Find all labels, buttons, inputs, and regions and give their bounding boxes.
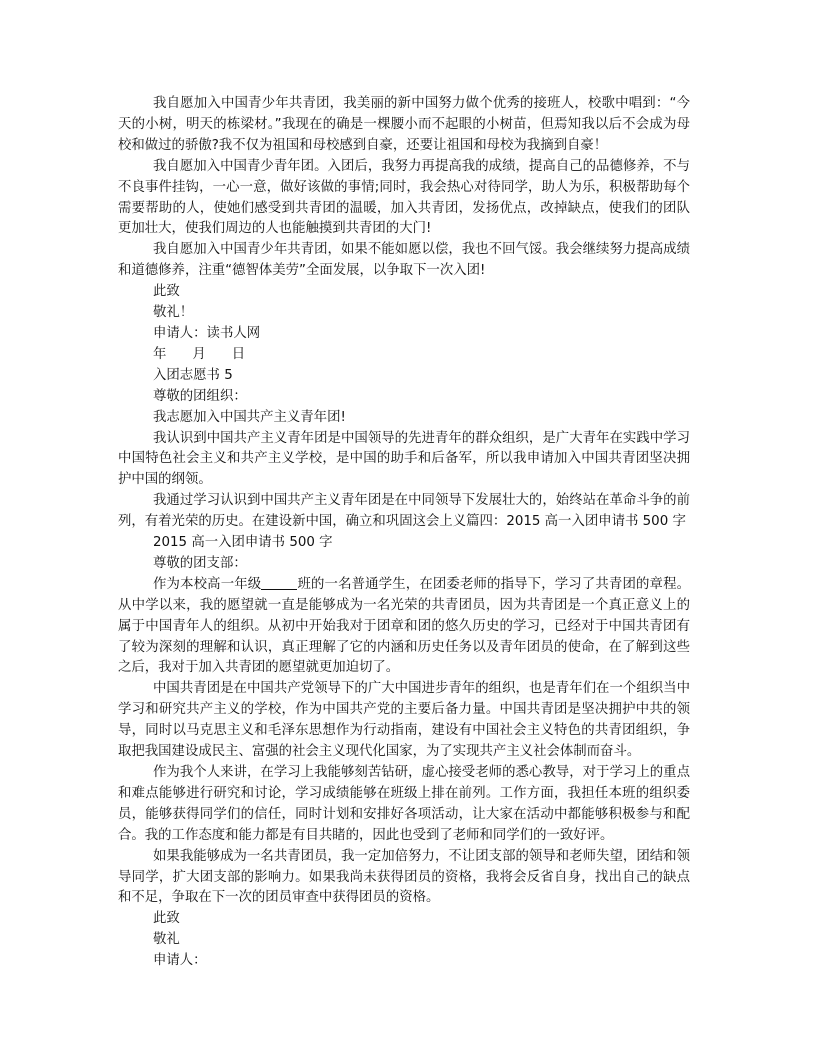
paragraph-5b: 我通过学习认识到中国共产主义青年团是在中同领导下发展壮大的，始终站在革命斗争的前列，有着光荣的历史。在建设新中国，确立和巩固这会上义篇四：2015 高一入团申请书 500 字: [118, 493, 690, 530]
closing-1: 此致: [153, 284, 180, 300]
salute-1: 敬礼！: [153, 305, 194, 321]
line-5: 我志愿加入中国共产主义青年团!: [153, 409, 346, 425]
paragraph-6-post: 班的一名普通学生，在团委老师的指导下，学习了共青团的章程。从中学以来，我的愿望就一直是能够成为一名光荣的共青团员，因为共青团是一个真正意义上的属于中国青年人的组织。从初中开始我对于团章和团的悠久历史的学习，已经对于中国共青团有了较为深刻的理解和认识，真正理解了它的内涵和历史任务以及青年团员的使命，在了解到这些之后，我对于加入共青团的愿望就更加迫切了。: [118, 576, 691, 676]
applicant-2: 申请人：: [153, 953, 207, 969]
applicant-1: 申请人：读书人网: [153, 325, 261, 341]
date-year: 年: [153, 346, 167, 362]
paragraph-9: 如果我能够成为一名共青团员，我一定加倍努力，不让团支部的领导和老师失望，团结和领导同学，扩大团支部的影响力。如果我尚未获得团员的资格，我将会反省自身，找出自己的缺点和不足，争取在下一次的团员审查中获得团员的资格。: [118, 848, 690, 906]
heading-5: 入团志愿书 5: [153, 367, 233, 383]
paragraph-6: [118, 575, 690, 680]
paragraph-1: 我自愿加入中国青少年共青团，我美丽的新中国努力做个优秀的接班人，校歌中唱到：“今天的小树，明天的栋梁材。”我现在的确是一棵腰小而不起眼的小树苗，但焉知我以后不会成为母校和做过的骄傲?我不仅为祖国和母校感到自豪，还要让祖国和母校为我摘到自豪！: [118, 96, 690, 153]
closing-2: 此致: [153, 911, 180, 927]
salute-2: 敬礼: [153, 932, 180, 948]
section-title: 2015 高一入团申请书 500 字: [153, 535, 333, 551]
class-blank: [261, 575, 297, 590]
greeting: 尊敬的团支部：: [153, 555, 247, 571]
paragraph-5a: 我认识到中国共产主义青年团是中国领导的先进青年的群众组织，是广大青年在实践中学习中国特色社会主义和共产主义学校，是中国的助手和后备军，所以我申请加入中国共青团坚决拥护中国的纲领。: [118, 430, 690, 488]
document-page: [118, 94, 690, 972]
paragraph-3: 我自愿加入中国青少年共青团，如果不能如愿以偿，我也不回气馁。我会继续努力提高成绩和道德修养，注重“德智体美劳”全面发展，以争取下一次入团!: [118, 242, 690, 279]
paragraph-6-pre: 作为本校高一年级: [153, 576, 262, 592]
date-day: 日: [231, 346, 246, 362]
greeting-5: 尊敬的团组织：: [153, 388, 247, 404]
paragraph-7: 中国共青团是在中国共产党领导下的广大中国进步青年的组织，也是青年们在一个组织当中学习和研究共产主义的学校，作为中国共产党的主要后备力量。中国共青团是坚决拥护中共的领导，同时以马克思主义和毛泽东思想作为行动指南，建设有中国社会主义特色的共青团组织，争取把我国建设成民主、富强的社会主义现代化国家，为了实现共产主义社会体制而奋斗。: [118, 681, 690, 760]
paragraph-2: 我自愿加入中国青少青年团。入团后，我努力再提高我的成绩，提高自己的品德修养，不与不良事件挂钩，一心一意，做好该做的事情;同时，我会热心对待同学，助人为乐，积极帮助每个需要帮助的人，使她们感受到共青团的温暖，加入共青团，发扬优点，改掉缺点，使我们的团队更加壮大，使我们周边的人也能触摸到共青团的大门!: [118, 158, 690, 237]
paragraph-8: 作为我个人来讲，在学习上我能够刻苦钻研，虚心接受老师的悉心教导，对于学习上的重点和难点能够进行研究和讨论，学习成绩能够在班级上排在前列。工作方面，我担任本班的组织委员，能够获得同学们的信任，同时计划和安排好各项活动，让大家在活动中都能够积极参与和配合。我的工作态度和能力都是有目共睹的，因此也受到了老师和同学们的一致好评。: [118, 765, 690, 843]
date-month: 月: [192, 346, 206, 362]
date-line: [118, 345, 690, 366]
